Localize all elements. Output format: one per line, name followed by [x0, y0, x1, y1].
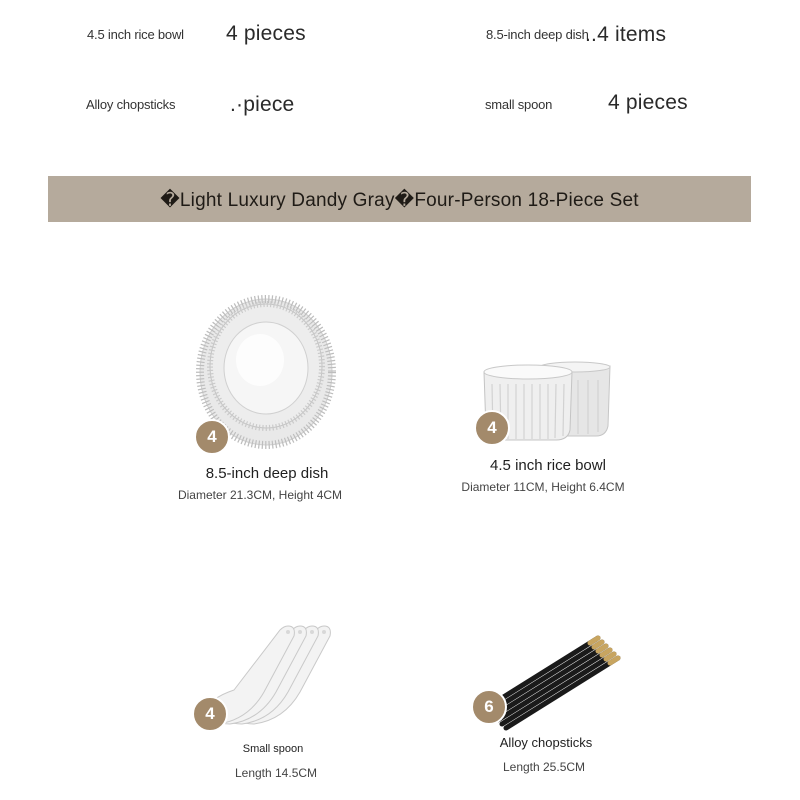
- summary-qty-deep-dish: ..4 items: [585, 23, 667, 46]
- summary-qty-rice-bowl: 4 pieces: [226, 22, 306, 45]
- rice-bowl-dimensions: Diameter 11CM, Height 6.4CM: [461, 480, 625, 494]
- summary-label-spoon: small spoon: [485, 97, 553, 112]
- rice-bowl-name: 4.5 inch rice bowl: [490, 457, 606, 474]
- chopsticks-dimensions: Length 25.5CM: [502, 760, 586, 774]
- chopsticks-count-badge: 6: [471, 689, 507, 725]
- deep-dish-count-badge: 4: [194, 419, 230, 455]
- summary-qty-spoon: 4 pieces: [608, 91, 688, 114]
- summary-qty-chopsticks: .·piece: [230, 93, 295, 116]
- spoon-name: Small spoon: [242, 743, 304, 755]
- chopsticks-name: Alloy chopsticks: [499, 735, 593, 750]
- rice-bowl-count-badge: 4: [474, 410, 510, 446]
- summary-label-chopsticks: Alloy chopsticks: [86, 97, 176, 112]
- set-title-banner: [48, 176, 751, 222]
- summary-label-deep-dish: 8.5-inch deep dish: [486, 27, 589, 42]
- deep-dish-name: 8.5-inch deep dish: [205, 465, 329, 482]
- summary-label-rice-bowl: 4.5 inch rice bowl: [87, 27, 184, 42]
- spoon-count-badge: 4: [192, 696, 228, 732]
- spoon-dimensions: Length 14.5CM: [234, 766, 318, 780]
- deep-dish-dimensions: Diameter 21.3CM, Height 4CM: [177, 488, 343, 502]
- set-title: �Light Luxury Dandy Gray�Four-Person 18-Piece Set: [160, 190, 639, 211]
